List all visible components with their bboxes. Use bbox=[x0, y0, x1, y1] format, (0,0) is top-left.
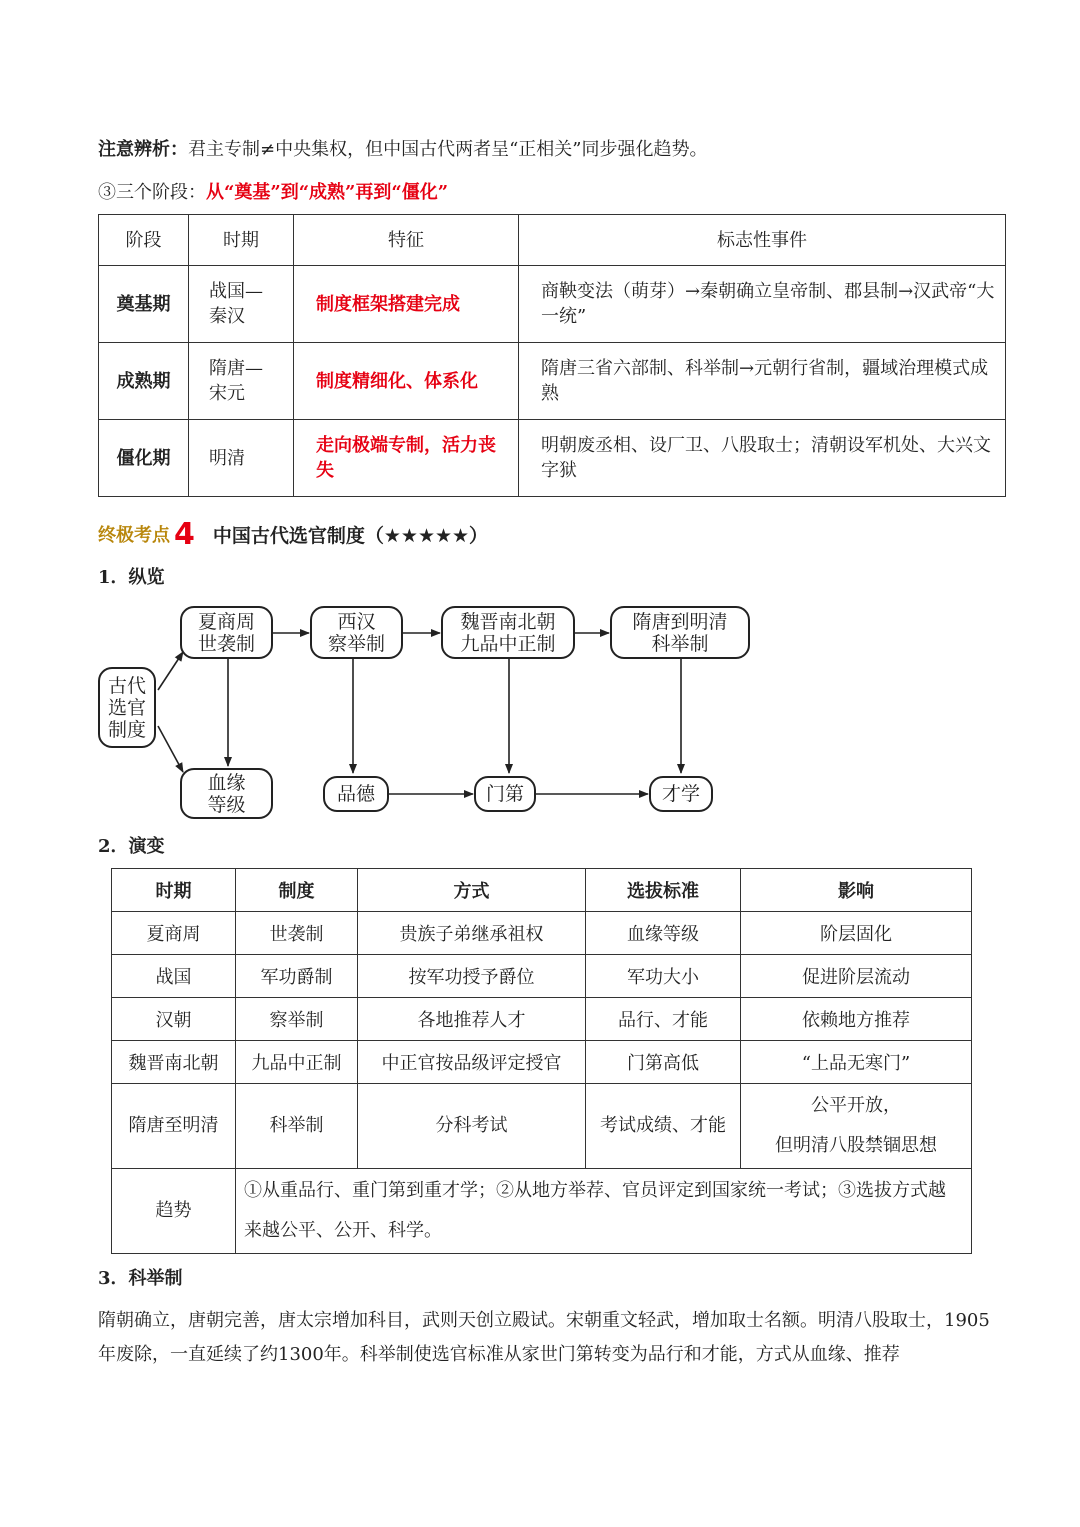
header-cell: 阶段 bbox=[99, 215, 189, 266]
evolution-table-header bbox=[112, 869, 972, 912]
table-cell bbox=[741, 1084, 972, 1169]
stage-cell: 成熟期 bbox=[99, 343, 189, 420]
table-cell: 世袭制 bbox=[236, 912, 358, 955]
feature-cell: 走向极端专制，活力丧失 bbox=[294, 420, 519, 497]
period-cell: 隋唐—宋元 bbox=[189, 343, 294, 420]
trend-label-cell: 趋势 bbox=[112, 1169, 236, 1254]
table-row bbox=[99, 420, 1006, 497]
impact-line: 但明清八股禁锢思想 bbox=[775, 1135, 937, 1156]
trend-text-cell: ①从重品行、重门第到重才学；②从地方举荐、官员评定到国家统一考试；③选拔方式越来越公平、公开、科学。 bbox=[236, 1169, 972, 1254]
table-row bbox=[112, 912, 972, 955]
table-cell: 夏商周 bbox=[112, 912, 236, 955]
diagram-talent-box: 才学 bbox=[649, 776, 713, 812]
table-row bbox=[112, 1169, 972, 1254]
table-cell: 魏晋南北朝 bbox=[112, 1041, 236, 1084]
period-cell: 战国—秦汉 bbox=[189, 266, 294, 343]
table-cell: 促进阶层流动 bbox=[741, 955, 972, 998]
section-tag: 终极考点 bbox=[98, 525, 170, 546]
diagram-ninerank-box: 魏晋南北朝 九品中正制 bbox=[441, 606, 575, 659]
table-row bbox=[112, 998, 972, 1041]
keju-paragraph: 隋朝确立，唐朝完善，唐太宗增加科目，武则天创立殿试。宋朝重文轻武，增加取士名额。明清八股取士，1905年废除，一直延续了约1300年。科举制使选官标准从家世门第转变为品行和才能，方式从血缘、推荐 bbox=[98, 1310, 990, 1365]
stages-heading-prefix: ③三个阶段： bbox=[98, 182, 206, 203]
table-cell: 各地推荐人才 bbox=[358, 998, 586, 1041]
table-cell: 察举制 bbox=[236, 998, 358, 1041]
note-line bbox=[98, 138, 707, 162]
stage-cell: 奠基期 bbox=[99, 266, 189, 343]
table-cell: “上品无寒门” bbox=[741, 1041, 972, 1084]
stages-heading bbox=[98, 181, 448, 205]
note-text: 君主专制≠中央集权，但中国古代两者呈“正相关”同步强化趋势。 bbox=[188, 139, 708, 160]
header-cell: 时期 bbox=[112, 869, 236, 912]
overview-heading: 1．纵览 bbox=[98, 567, 165, 588]
diagram-lineage-box: 门第 bbox=[474, 776, 536, 812]
table-cell: 战国 bbox=[112, 955, 236, 998]
table-cell: 分科考试 bbox=[358, 1084, 586, 1169]
diagram-exam-box: 隋唐到明清 科举制 bbox=[610, 606, 750, 659]
table-cell: 品行、才能 bbox=[586, 998, 741, 1041]
note-label: 注意辨析： bbox=[98, 139, 188, 160]
header-cell: 选拔标准 bbox=[586, 869, 741, 912]
table-cell: 科举制 bbox=[236, 1084, 358, 1169]
table-cell: 阶层固化 bbox=[741, 912, 972, 955]
keju-heading: 3．科举制 bbox=[98, 1268, 183, 1289]
impact-line: 公平开放， bbox=[811, 1095, 901, 1116]
diagram-virtue-box: 品德 bbox=[323, 776, 389, 812]
table-row bbox=[99, 266, 1006, 343]
table-cell: 军功爵制 bbox=[236, 955, 358, 998]
table-cell: 血缘等级 bbox=[586, 912, 741, 955]
feature-cell: 制度精细化、体系化 bbox=[294, 343, 519, 420]
stage-cell: 僵化期 bbox=[99, 420, 189, 497]
stage-table-header bbox=[99, 215, 1006, 266]
diagram-hereditary-box: 夏商周 世袭制 bbox=[180, 606, 273, 659]
events-cell: 商鞅变法（萌芽）→秦朝确立皇帝制、郡县制→汉武帝“大一统” bbox=[519, 266, 1006, 343]
table-cell: 九品中正制 bbox=[236, 1041, 358, 1084]
header-cell: 时期 bbox=[189, 215, 294, 266]
table-row bbox=[99, 343, 1006, 420]
header-cell: 制度 bbox=[236, 869, 358, 912]
evolution-heading: 2．演变 bbox=[98, 836, 165, 857]
events-cell: 隋唐三省六部制、科举制→元朝行省制，疆域治理模式成熟 bbox=[519, 343, 1006, 420]
table-cell: 军功大小 bbox=[586, 955, 741, 998]
diagram-bloodline-box: 血缘 等级 bbox=[180, 768, 273, 819]
table-cell: 考试成绩、才能 bbox=[586, 1084, 741, 1169]
table-row bbox=[112, 1041, 972, 1084]
table-cell: 汉朝 bbox=[112, 998, 236, 1041]
table-cell: 依赖地方推荐 bbox=[741, 998, 972, 1041]
period-cell: 明清 bbox=[189, 420, 294, 497]
table-cell: 按军功授予爵位 bbox=[358, 955, 586, 998]
stages-heading-highlight: 从“奠基”到“成熟”再到“僵化” bbox=[206, 182, 449, 203]
section-number: 4 bbox=[174, 516, 195, 552]
header-cell: 影响 bbox=[741, 869, 972, 912]
diagram-root-box: 古代 选官 制度 bbox=[98, 667, 156, 748]
section-heading bbox=[98, 514, 488, 554]
table-cell: 贵族子弟继承祖权 bbox=[358, 912, 586, 955]
table-row bbox=[112, 1084, 972, 1169]
stage-table bbox=[98, 214, 1006, 497]
table-cell: 隋唐至明清 bbox=[112, 1084, 236, 1169]
arrow-root-to-hereditary bbox=[158, 652, 183, 690]
table-row bbox=[112, 955, 972, 998]
evolution-table bbox=[111, 868, 972, 1254]
feature-cell: 制度框架搭建完成 bbox=[294, 266, 519, 343]
header-cell: 特征 bbox=[294, 215, 519, 266]
events-cell: 明朝废丞相、设厂卫、八股取士；清朝设军机处、大兴文字狱 bbox=[519, 420, 1006, 497]
diagram-recommendation-box: 西汉 察举制 bbox=[310, 606, 403, 659]
section-title: 中国古代选官制度（★★★★★） bbox=[212, 524, 489, 547]
header-cell: 方式 bbox=[358, 869, 586, 912]
table-cell: 门第高低 bbox=[586, 1041, 741, 1084]
arrow-root-to-bloodline bbox=[158, 726, 183, 772]
header-cell: 标志性事件 bbox=[519, 215, 1006, 266]
table-cell: 中正官按品级评定授官 bbox=[358, 1041, 586, 1084]
